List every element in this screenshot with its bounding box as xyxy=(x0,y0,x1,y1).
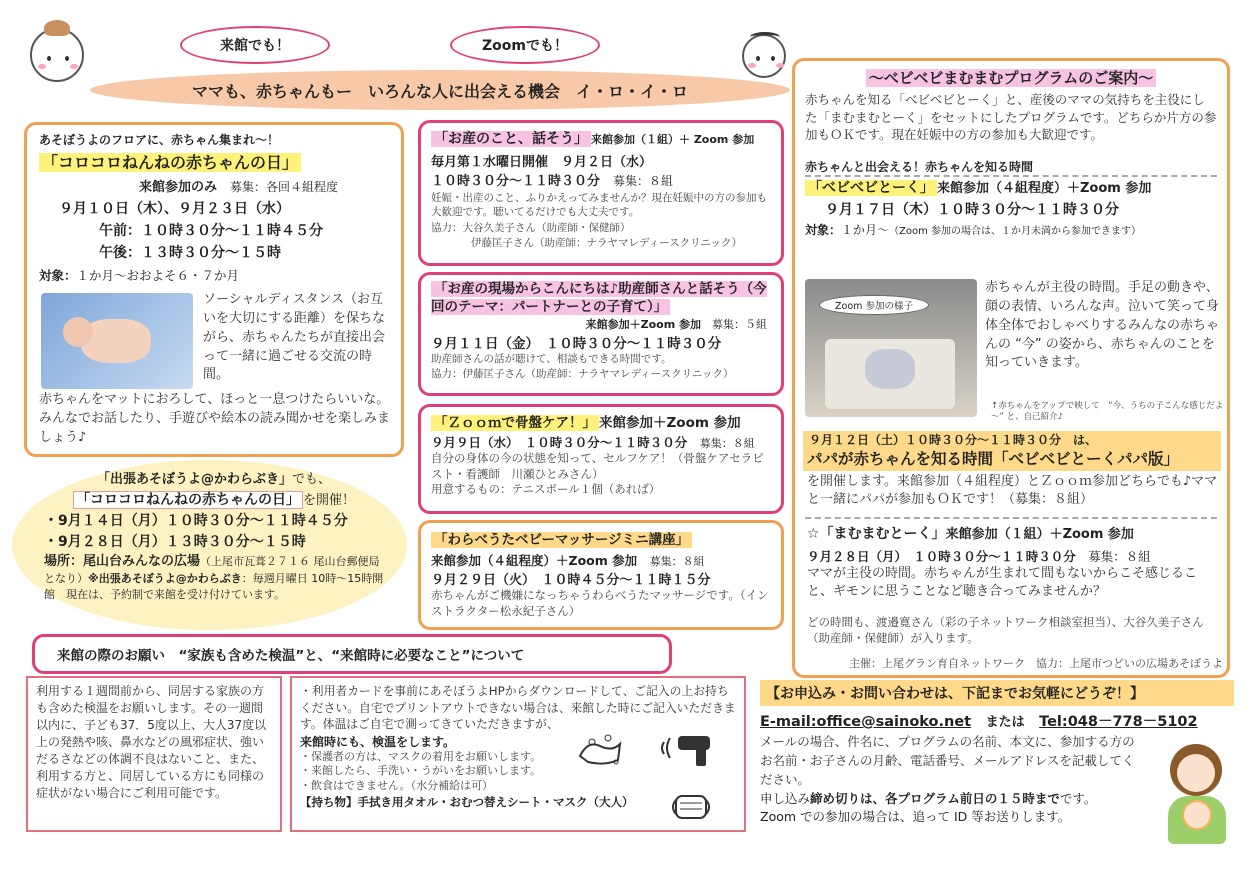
osan2-body: 助産師さんの話が聴けて、相談もできる時間です。 xyxy=(431,353,672,366)
mask-icon xyxy=(668,790,714,824)
korokoro-mode: 来館参加のみ xyxy=(139,180,218,195)
korokoro-section xyxy=(24,122,404,457)
mamu-title: ☆「まむまむとーく」 xyxy=(807,526,946,542)
contact-email[interactable]: E-mail:office@sainoko.net xyxy=(760,714,972,730)
osan1-section xyxy=(418,120,784,266)
bebe-target-label: 対象： xyxy=(805,222,842,237)
korokoro-body: 赤ちゃんをマットにおろして、ほっと一息つけたらいいな。みんなでお話したり、手遊びや絵本の読み聞かせを楽しみましょう♪ xyxy=(39,392,391,445)
mamu-coop: どの時間も、渡邉寛さん（彩の子ネットワーク相談室担当）、大谷久美子さん（助産師・保健師）が入ります。 xyxy=(807,615,1204,645)
outreach-date1: ・9月１４日（月）１０時３０分～１１時４５分 xyxy=(44,512,348,529)
baby-photo xyxy=(41,293,193,389)
bebe-intro: 赤ちゃんを知る「べビベビとーく」と、産後のママの気持ちを主役にした「まむまむとーく」をセットにしたプログラムです。どちらか片方の参加もＯＫです。現在妊娠中の方の参加も大歓迎です。 xyxy=(805,92,1217,142)
mamu-mode: 来館参加（１組）＋Zoom 参加 xyxy=(945,527,1134,542)
osan1-schedule: 毎月第１水曜日開催 ９月２日（水） xyxy=(431,155,653,170)
papa-time: ９月１２日（土）１０時３０分～１１時３０分 は、 xyxy=(809,433,1098,447)
outreach-place: 場所：尾山台みんなの広場 xyxy=(44,553,201,569)
outreach-name: 「出張あそぼうよ@かわらぶき」 xyxy=(96,472,292,487)
kotsuban-section xyxy=(418,404,784,514)
zoom-photo-label: Zoom 参加の様子 xyxy=(819,295,929,315)
massage-title: 「わらべうたベビーマッサージミニ講座」 xyxy=(431,532,692,548)
mamu-recruit: 募集：８組 xyxy=(1088,549,1151,564)
mamu-time: ９月２８日（月） １０時３０分～１１時３０分 xyxy=(807,549,1076,564)
bebe-organizer: 主催：上尾グラン育自ネットワーク 協力：上尾市つどいの広場あそぼうよ xyxy=(849,657,1223,670)
hand-wash-icon xyxy=(574,732,626,768)
osan1-coop2: 伊藤匡子さん（助産師：ナラヤマレディースクリニック） xyxy=(471,236,743,249)
massage-mode: 来館参加（４組程度）＋Zoom 参加 xyxy=(431,553,638,568)
osan1-mode: 来館参加（１組）＋ Zoom 参加 xyxy=(591,133,755,146)
deadline-prefix: 申し込み xyxy=(760,791,811,807)
outreach-note: ：毎週月曜日 10時～15時開館 現在は、予約制で来館を受け付けています。 xyxy=(44,572,384,602)
osan2-coop: 協力：伊藤匡子さん（助産師：ナラヤマレディースクリニック） xyxy=(431,367,734,380)
bebe-subtitle: 赤ちゃんと出会える！赤ちゃんを知る時間 xyxy=(805,159,1034,174)
notice-r4: ・来館したら、手洗い・うがいをお願いします。 xyxy=(300,764,542,778)
contact-zoom: Zoom での参加の場合は、追って ID 等お送りします。 xyxy=(760,809,1071,825)
bebe-title: ～べビベビまむまむプログラムのご案内～ xyxy=(866,69,1157,87)
bebe-side: 赤ちゃんが主役の時間。手足の動きや、顔の表情、いろんな声。泣いて笑って身体全体でおしゃべりするみんなの赤ちゃんの “今” の姿から、赤ちゃんのことを知っていきます。 xyxy=(985,280,1220,371)
korokoro-title: 「コロコロねんねの赤ちゃんの日」 xyxy=(39,153,301,172)
notice-r1: ・利用者カードを事前にあそぼうよHPからダウンロードして、ご記入の上お持ちください。自宅でプリントアウトできない場合は、来館した時にご記入いただきます。体温はご自宅で測ってきていただきますが、 xyxy=(300,684,736,732)
kotsuban-recruit: 募集：８組 xyxy=(699,437,755,450)
deadline-suffix: です。 xyxy=(1059,791,1097,807)
bubble-zoom: Zoomでも！ xyxy=(450,26,600,64)
page-title: ママも、赤ちゃんもー いろんな人に出会える機会 イ・ロ・イ・ロ xyxy=(90,70,790,110)
osan2-section xyxy=(418,272,784,396)
outreach-note-title: ※出張あそぼうよ@かわらぶき xyxy=(88,572,242,586)
kotsuban-items: 用意するもの：テニスボール１個（あれば） xyxy=(431,482,661,497)
outreach-title: 「コロコロねんねの赤ちゃんの日」 xyxy=(73,491,303,509)
baby-face-icon xyxy=(30,28,84,82)
mother-baby-illustration xyxy=(1162,744,1232,844)
deadline: 締め切りは、各プログラム前日の１５時まで xyxy=(810,791,1060,807)
osan1-body: 妊娠・出産のこと、ふりかえってみませんか？現在妊娠中の方の参加も大歓迎です。聴いてるだけでも大丈夫です。 xyxy=(431,192,767,219)
osan2-mode: 来館参加＋Zoom 参加 xyxy=(585,318,701,332)
notice-r3: ・保護者の方は、マスクの着用をお願いします。 xyxy=(300,749,542,763)
massage-section xyxy=(418,520,784,630)
contact-or: または xyxy=(985,715,1025,730)
notice-right-box xyxy=(290,676,746,832)
bubble-visit: 来館でも！ xyxy=(180,26,330,64)
kotsuban-title: 「Ｚｏｏｍで骨盤ケア！」 xyxy=(431,415,599,431)
contact-title: 【お申込み・お問い合わせは、下記までお気軽にどうぞ！】 xyxy=(760,680,1234,706)
bebe-target-note: （Zoom 参加の場合は、１か月未満から参加できます） xyxy=(889,225,1142,237)
notice-left: 利用する１週間前から、同居する家族の方も含めた検温をお願いします。その一週間以内に、子ども37．5度以上、大人37度以上の発熱や咳、鼻水などの風邪症状、強いだるさなどの体調不良はないこと、また、利用する方と、同居している方にも同様の症状がない場合にご利用可能です。 xyxy=(36,684,267,801)
bebe-talk-time: ９月１７日（木）１０時３０分～１１時３０分 xyxy=(825,201,1119,218)
massage-body: 赤ちゃんがご機嫌になっちゃうわらべうたマッサージです。（インストラクター松永紀子さん） xyxy=(431,588,769,618)
kotsuban-time: ９月９日（水） １０時３０分～１１時３０分 xyxy=(431,435,688,450)
korokoro-intro: あそぼうよのフロアに、赤ちゃん集まれ～！ xyxy=(39,133,280,147)
outreach-line1b: でも、 xyxy=(292,472,332,487)
notice-title: 来館の際のお願い “家族も含めた検温”と、“来館時に必要なこと”について xyxy=(57,648,525,664)
notice-r2: 来館時にも、検温をします。 xyxy=(300,734,456,749)
kotsuban-mode: 来館参加＋Zoom 参加 xyxy=(599,415,741,431)
papa-body: を開催します。来館参加（４組程度）とＺｏｏｍ参加どちらでも♪ママと一緒にパパが参加もＯＫです！（募集：８組） xyxy=(807,474,1218,508)
korokoro-side: ソーシャルディスタンス（お互いを大切にする距離）を保ちながら、赤ちゃんたちが直接出会って一緒に過ごせる交流の時間。 xyxy=(203,292,386,383)
osan2-title: 「お産の現場からこんにちは♪助産師さんと話そう（今回のテーマ：パートナーとの子育て）」 xyxy=(431,281,767,316)
korokoro-dates: ９月１０日（木）、９月２３日（水） xyxy=(59,201,290,217)
korokoro-recruit: 募集：各回４組程度 xyxy=(230,180,339,194)
osan2-recruit: 募集：５組 xyxy=(712,318,767,332)
osan1-time: １０時３０分～１１時３０分 xyxy=(431,174,601,189)
osan1-title: 「お産のこと、話そう」 xyxy=(431,131,591,147)
bebe-section xyxy=(792,58,1230,678)
bebe-target: １か月～ xyxy=(841,222,890,237)
outreach-line2b: を開催！ xyxy=(302,492,355,508)
outreach-place-note: （上尾市瓦葺２７１６ 尾山台郵便局となり） xyxy=(44,554,380,586)
child-face-icon xyxy=(742,34,786,78)
bebe-talk-title: 「べビべビとーく」 xyxy=(805,180,937,196)
thermometer-icon xyxy=(660,728,716,768)
contact-tel[interactable]: Tel:048－778－5102 xyxy=(1039,714,1198,730)
korokoro-target: １か月～おおよそ６・７か月 xyxy=(76,268,240,283)
papa-title: パパが赤ちゃんを知る時間「べビべビとーくパパ版」 xyxy=(807,450,1180,468)
bebe-talk-mode: 来館参加（４組程度）＋Zoom 参加 xyxy=(937,180,1152,196)
zoom-photo xyxy=(805,279,977,417)
contact-body: メールの場合、件名に、プログラムの名前、本文に、参加する方のお名前・お子さんの月齢、電話番号、メールアドレスを記載してください。 xyxy=(760,734,1135,787)
massage-time: ９月２９日（火） １０時４５分～１１時１５分 xyxy=(431,573,711,588)
korokoro-am: 午前：１０時３０分～１１時４５分 xyxy=(99,223,323,239)
osan1-coop1: 協力：大谷久美子さん（助産師・保健師） xyxy=(431,222,631,235)
osan2-time: ９月１１日（金） １０時３０分～１１時３０分 xyxy=(431,336,722,353)
notice-title-box xyxy=(32,634,672,674)
zoom-photo-caption: ↑赤ちゃんをアップで映して “今、うちの子こんな感じだよ～” と、自己紹介♪ xyxy=(991,401,1224,423)
mamu-body: ママが主役の時間。赤ちゃんが生まれて間もないからこそ感じること、ギモンに思うことなど聴き合ってみませんか？ xyxy=(807,566,1198,600)
notice-r5: ・飲食はできません。（水分補給は可） xyxy=(300,779,494,793)
kotsuban-body: 自分の身体の今の状態を知って、セルフケア！（骨盤ケアセラピスト・看護師 川瀬ひとみさん） xyxy=(431,451,764,481)
korokoro-pm: 午後：１３時３０分～１５時 xyxy=(99,245,281,261)
notice-left-box xyxy=(26,676,282,832)
outreach-date2: ・9月２８日（月）１３時３０分～１５時 xyxy=(44,533,306,550)
massage-recruit: 募集：８組 xyxy=(649,555,705,568)
notice-r6: 【持ち物】手拭き用タオル・おむつ替えシート・マスク（大人） xyxy=(300,795,634,810)
osan1-recruit: 募集：８組 xyxy=(613,174,674,188)
korokoro-target-label: 対象： xyxy=(39,268,77,283)
